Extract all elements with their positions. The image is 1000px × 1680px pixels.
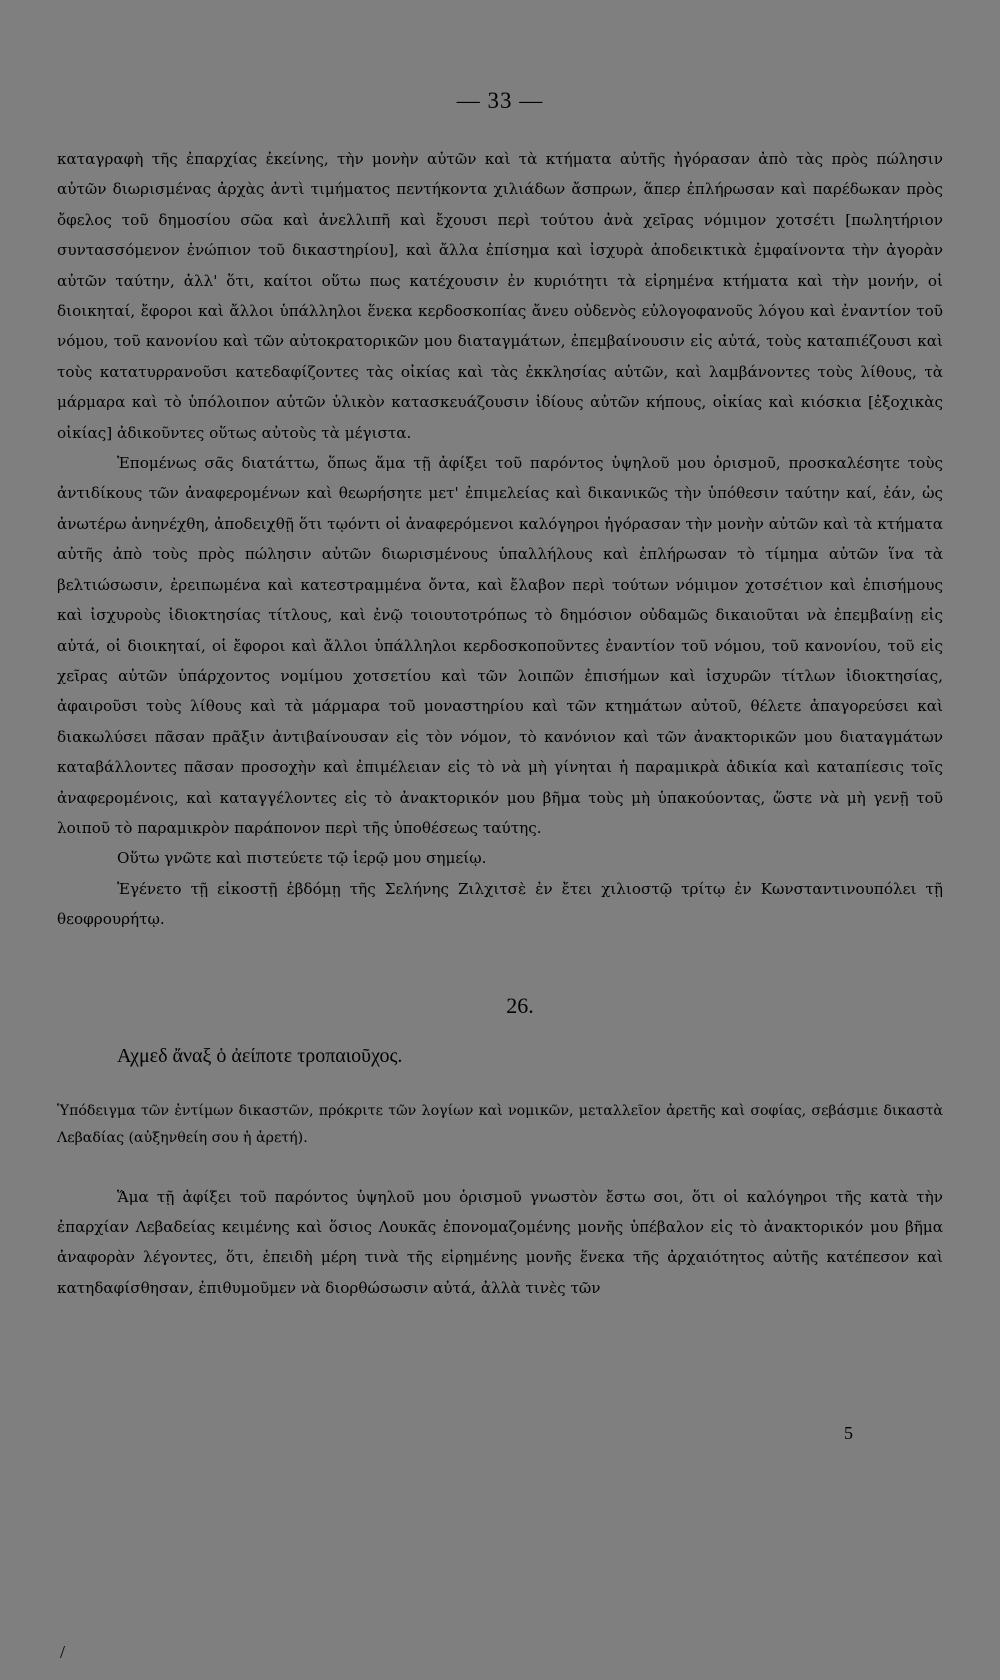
stray-mark: / [60,1642,66,1662]
paragraph-5: Ἅμα τῇ ἀφίξει τοῦ παρόντος ὑψηλοῦ μου ὁρισμοῦ γνωστὸν ἔστω σοι, ὅτι οἱ καλόγηροι τῆς κατὰ τὴν ἐπαρχίαν Λεβαδείας κειμένης καὶ ὅσιος Λουκᾶς ἐπονομαζομένης μονῆς ὑπέβαλον εἰς τὸ ἀνακτορικόν μου βῆμα ἀναφορὰν λέγοντες, ὅτι, ἐπειδὴ μέρη τινὰ τῆς εἰρημένης μονῆς ἕνεκα τῆς ἀρχαιότητος αὐτῆς κατέπεσον καὶ κατηδαφίσθησαν, ἐπιθυμοῦμεν νὰ διορθώσωσιν αὐτά, ἀλλὰ τινὲς τῶν [57,1187,943,1297]
paragraph-4: Ἐγένετο τῇ εἰκοστῇ ἑβδόμῃ τῆς Σελήνης Ζιλχιτσὲ ἐν ἔτει χιλιοστῷ τρίτῳ ἐν Κωνσταντινουπόλει τῇ θεοφρουρήτῳ. [57,879,943,929]
paragraph-3: Οὕτω γνῶτε καὶ πιστεύετε τῷ ἱερῷ μου σημείῳ. [117,849,487,868]
document-heading: Αχμεδ ἄναξ ὁ ἀείποτε τροπαιοῦχος. [117,1044,403,1067]
address-line: Ὑπόδειγμα τῶν ἐντίμων δικαστῶν, πρόκριτε τῶν λογίων καὶ νομικῶν, μεταλλεῖον ἀρετῆς καὶ σοφίας, σεβάσμιε δικαστὰ Λεβαδίας (αὐξηνθείη σου ἡ ἀρετή). [57,1102,943,1146]
signature-mark: 5 [844,1423,853,1443]
page-number: — 33 — [456,88,544,113]
paragraph-2: Ἑπομένως σᾶς διατάττω, ὅπως ἅμα τῇ ἀφίξει τοῦ παρόντος ὑψηλοῦ μου ὁρισμοῦ, προσκαλέσητε τοὺς ἀντιδίκους τῶν ἀναφερομένων καὶ θεωρήσητε μετ' ἐπιμελείας καὶ δικανικῶς τὴν ὑπόθεσιν ταύτην καί, ἐάν, ὡς ἀνωτέρω ἀνηνέχθη, ἀποδειχθῇ ὅτι τῳόντι οἱ ἀναφερόμενοι καλόγηροι ἠγόρασαν τὴν μονὴν αὐτῶν καὶ τὰ κτήματα αὐτῆς ἀπὸ τοὺς πρὸς πώλησιν αὐτῶν διωρισμένους ὑπαλλήλους καὶ ἐπλήρωσαν τὸ τίμημα αὐτῶν ἵνα τὰ βελτιώσωσιν, ἐρειπωμένα καὶ κατεστραμμένα ὄντα, καὶ ἔλαβον περὶ τούτων νόμιμον χοτσέτιον καὶ ἐπισήμους καὶ ἰσχυροὺς ἰδιοκτησίας τίτλους, καὶ ἐνῷ τοιουτοτρόπως τὸ δημόσιον οὐδαμῶς δικαιοῦται νὰ ἐπεμβαίνῃ εἰς αὐτά, οἱ διοικηταί, οἱ ἔφοροι καὶ ἄλλοι ὑπάλληλοι κερδοσκοποῦντες ἐναντίον τοῦ νόμου, τοῦ κανονίου, τοῦ εἰς χεῖρας αὐτῶν ὑπάρχοντος νομίμου χοτσετίου καὶ τῶν λοιπῶν ἐπισήμων καὶ ἰσχυρῶν τίτλων ἰδιοκτησίας, ἀφαιροῦσι τοὺς λίθους καὶ τὰ μάρμαρα τοῦ μοναστηρίου καὶ τῶν κτημάτων αὐτοῦ, θέλετε ἀπαγορεύσει καὶ διακωλύσει πᾶσαν πρᾶξιν ἀντιβαίνουσαν εἰς τὸν νόμον, τὸ κανόνιον καὶ τῶν ἀνακτορικῶν μου διαταγμάτων καταβάλλοντες πᾶσαν προσοχὴν καὶ ἐπιμέλειαν εἰς τὸ νὰ μὴ γίνηται ἡ παραμικρὰ ἀδικία καὶ καταπίεσις τοῖς ἀναφερομένοις, καὶ καταγγέλοντες εἰς τὸ ἀνακτορικόν μου βῆμα τοὺς μὴ ὑπακούοντας, ὥστε νὰ μὴ γενῇ τοῦ λοιποῦ τὸ παραμικρὸν παράπονον περὶ τῆς ὑποθέσεως ταύτης. [57,454,943,837]
page-content [57,88,943,1303]
document-number: 26. [506,992,534,1018]
paragraph-1: καταγραφὴ τῆς ἐπαρχίας ἐκείνης, τὴν μονὴν αὐτῶν καὶ τὰ κτήματα αὐτῆς ἠγόρασαν ἀπὸ τὰς πρὸς πώλησιν αὐτῶν διωρισμένας ἀρχὰς ἀντὶ τιμήματος πεντήκοντα χιλιάδων ἄσπρων, ἅπερ ἐπλήρωσαν καὶ παρέδωκαν πρὸς ὄφελος τοῦ δημοσίου σῶα καὶ ἀνελλιπῆ καὶ ἔχουσι περὶ τούτου ἀνὰ χεῖρας νόμιμον χοτσέτι [πωλητήριον συντασσόμενον ἐνώπιον τοῦ δικαστηρίου], καὶ ἄλλα ἐπίσημα καὶ ἰσχυρὰ ἀποδεικτικὰ ἐμφαίνοντα τὴν ἀγορὰν αὐτῶν ταύτην, ἀλλ' ὅτι, καίτοι οὕτω πως κατέχουσιν ἐν κυριότητι τὰ εἰρημένα κτήματα καὶ τὴν μονήν, οἱ διοικηταί, ἔφοροι καὶ ἄλλοι ὑπάλληλοι ἕνεκα κερδοσκοπίας ἄνευ οὐδενὸς εὐλογοφανοῦς λόγου καὶ ἐναντίον τοῦ νόμου, τοῦ κανονίου καὶ τῶν αὐτοκρατορικῶν μου διαταγμάτων, ἐπεμβαίνουσιν εἰς αὐτά, τοὺς καταπιέζουσι καὶ τοὺς κατατυρρανοῦσι κατεδαφίζοντες τὰς οἰκίας καὶ τὰς ἐκκλησίας αὐτῶν, καὶ λαμβάνοντες τοὺς λίθους, τὰ μάρμαρα καὶ τὸ ὑπόλοιπον αὐτῶν ὑλικὸν κατασκευάζουσιν ἰδίους αὐτῶν κήπους, οἰκίας καὶ κιόσκια [ἐξοχικὰς οἰκίας] ἀδικοῦντες οὕτως αὐτοὺς τὰ μέγιστα. [57,150,943,442]
